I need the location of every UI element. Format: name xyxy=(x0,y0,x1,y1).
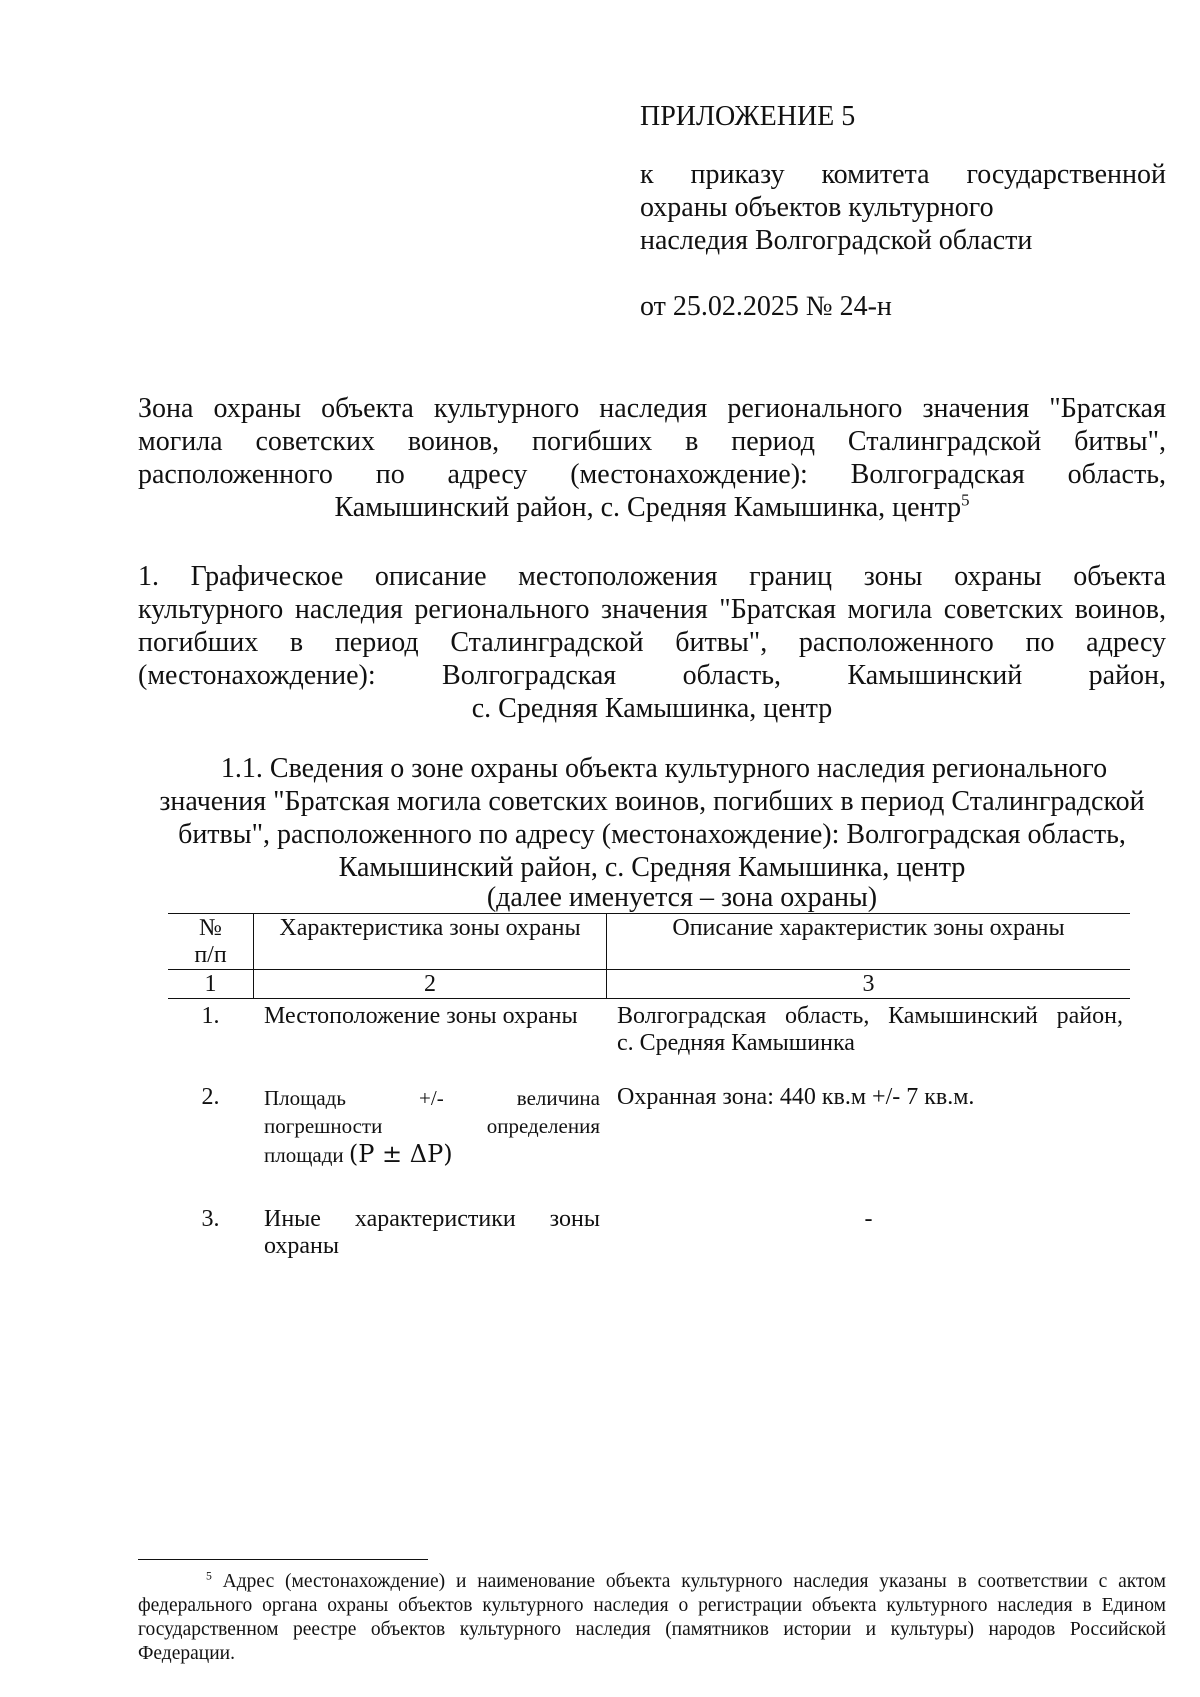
row-description-line: с. Средняя Камышинка xyxy=(617,1030,855,1056)
row-description xyxy=(617,1084,1123,1111)
header-number-symbol: № xyxy=(199,915,222,941)
row-description xyxy=(617,1003,1123,1057)
section-heading-line: (местонахождение): Волгоградская область, Камышинский район, xyxy=(138,660,1166,691)
zone-heading-line: расположенного по адресу (местонахождение): Волгоградская область, xyxy=(138,459,1166,490)
row-number: 3. xyxy=(201,1206,220,1232)
row-characteristic-line-last xyxy=(264,1140,600,1169)
header-cell-characteristic: Характеристика зоны охраны xyxy=(279,915,581,941)
section-heading-line: культурного наследия регионального значения "Братская могила советских воинов, xyxy=(138,594,1166,625)
appendix-ref-line: охраны объектов культурного xyxy=(640,192,994,223)
column-number: 3 xyxy=(862,971,875,997)
footnote-line: государственном реестре объектов культурного наследия (памятников истории и культуры) народов Российской xyxy=(138,1619,1166,1640)
section-heading-line: 1. Графическое описание местоположения границ зоны охраны объекта xyxy=(138,561,1166,592)
row-characteristic xyxy=(264,1003,600,1030)
zone-heading xyxy=(138,392,1166,524)
column-number: 2 xyxy=(424,971,436,997)
row-characteristic-line: Иные характеристики зоны xyxy=(264,1206,600,1232)
row-characteristic xyxy=(264,1206,600,1260)
row-characteristic-line: охраны xyxy=(264,1233,340,1259)
footnote-line-first xyxy=(138,1570,1166,1594)
section-heading-line: с. Средняя Камышинка, центр xyxy=(471,693,833,724)
row-number: 2. xyxy=(201,1084,220,1110)
row-characteristic-line: Площадь +/- величина xyxy=(264,1086,600,1110)
header-cell-number xyxy=(168,915,253,969)
zone-heading-line: Зона охраны объекта культурного наследия регионального значения "Братская xyxy=(138,393,1166,424)
subsection-heading-line: (далее именуется – зона охраны) xyxy=(486,882,878,913)
row-characteristic-line: Местоположение зоны охраны xyxy=(264,1003,578,1029)
subsection-heading-line: 1.1. Сведения о зоне охраны объекта культурного наследия регионального xyxy=(220,753,1108,784)
section-heading xyxy=(138,560,1166,725)
area-formula: (P ± ΔP) xyxy=(348,1140,453,1168)
header-number-abbr: п/п xyxy=(194,942,227,968)
table-header-rule xyxy=(168,969,1130,970)
appendix-ref-line: к приказу комитета государственной xyxy=(640,159,1166,190)
zone-heading-line: могила советских воинов, погибших в период Сталинградской битвы", xyxy=(138,426,1166,457)
row-description-line: Охранная зона: 440 кв.м +/- 7 кв.м. xyxy=(617,1084,975,1110)
header-cell-description: Описание характеристик зоны охраны xyxy=(672,915,1065,941)
row-characteristic-text: площади xyxy=(264,1143,344,1167)
zone-heading-text: Камышинский район, с. Средняя Камышинка, центр xyxy=(334,492,962,523)
subsection-heading-line: Камышинский район, с. Средняя Камышинка, центр xyxy=(338,852,966,883)
row-number: 1. xyxy=(201,1003,220,1029)
footnote-separator xyxy=(138,1559,428,1560)
footnote-text: Адрес (местонахождение) и наименование объекта культурного наследия указаны в соответствии с актом xyxy=(222,1571,1166,1592)
appendix-reference xyxy=(640,158,1166,257)
row-description-line: - xyxy=(864,1206,873,1232)
table-numbers-rule xyxy=(168,998,1130,999)
row-characteristic xyxy=(264,1084,600,1169)
subsection-heading xyxy=(138,752,1166,911)
footnote-line: Федерации. xyxy=(138,1643,235,1664)
row-description-line: Волгоградская область, Камышинский район, xyxy=(617,1003,1123,1029)
section-heading-line: погибших в период Сталинградской битвы", расположенного по адресу xyxy=(138,627,1166,658)
subsection-heading-line: значения "Братская могила советских воинов, погибших в период Сталинградской xyxy=(159,786,1145,817)
footnote-line: федерального органа охраны объектов культурного наследия о регистрации объекта культурного наследия в Едином xyxy=(138,1595,1166,1616)
footnote xyxy=(138,1570,1166,1666)
appendix-ref-line: наследия Волгоградской области xyxy=(640,225,1033,256)
row-description xyxy=(607,1206,1130,1233)
table-top-rule xyxy=(168,913,1130,914)
footnote-reference[interactable]: 5 xyxy=(961,490,970,510)
appendix-date: от 25.02.2025 № 24-н xyxy=(640,291,892,322)
column-number: 1 xyxy=(204,971,217,997)
footnote-mark: 5 xyxy=(206,1569,212,1583)
subsection-heading-line: битвы", расположенного по адресу (местонахождение): Волгоградская область, xyxy=(178,819,1126,850)
appendix-title: ПРИЛОЖЕНИЕ 5 xyxy=(640,101,856,132)
row-characteristic-line: погрешности определения xyxy=(264,1114,600,1138)
zone-heading-line-last xyxy=(138,491,1166,524)
